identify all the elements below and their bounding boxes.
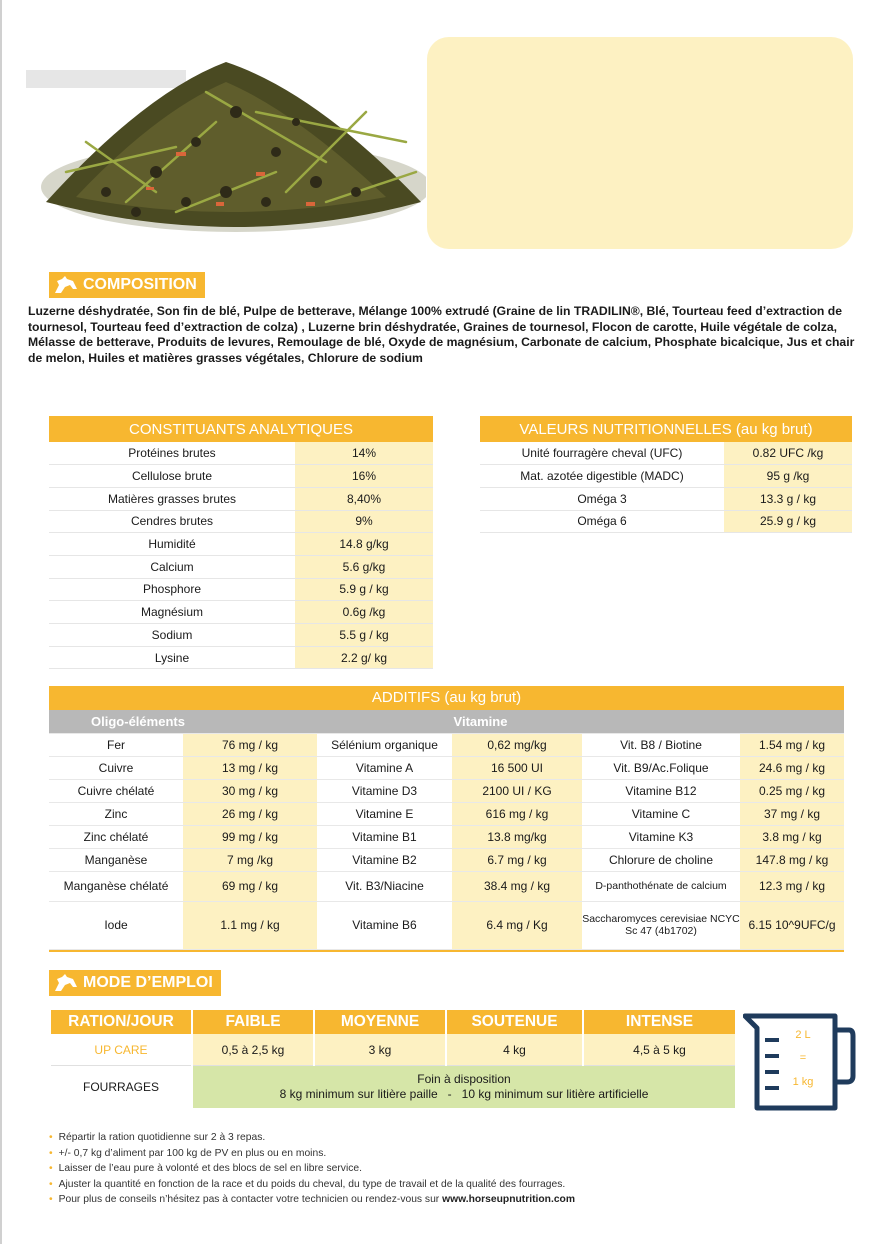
additif-value: 6.7 mg / kg <box>452 848 582 871</box>
constituant-label: Lysine <box>49 646 295 669</box>
additif-label: Vitamine B6 <box>317 901 452 949</box>
additif-label: Vitamine D3 <box>317 779 452 802</box>
additif-label: Zinc <box>49 802 183 825</box>
additif-value: 2100 UI / KG <box>452 779 582 802</box>
note-item: • Répartir la ration quotidienne sur 2 à 3 repas. <box>49 1132 266 1143</box>
valeur-label: Unité fourragère cheval (UFC) <box>480 442 724 465</box>
additif-label: Vitamine E <box>317 802 452 825</box>
valeur-value: 25.9 g / kg <box>724 510 852 533</box>
additif-label: Fer <box>49 733 183 756</box>
product-label: UP CARE <box>51 1034 191 1066</box>
additif-label: Saccharomyces cerevisiae NCYC Sc 47 (4b1702) <box>582 901 740 949</box>
constituant-row <box>49 555 433 578</box>
constituant-value: 14% <box>295 442 433 465</box>
additifs-table <box>49 710 844 950</box>
additif-row <box>49 901 844 949</box>
valeur-row <box>480 510 852 533</box>
constituant-value: 8,40% <box>295 487 433 510</box>
valeurs-title: VALEURS NUTRITIONNELLES (au kg brut) <box>480 416 852 442</box>
valeur-value: 13.3 g / kg <box>724 487 852 510</box>
additif-label: D-panthothénate de calcium <box>582 871 740 901</box>
jug-bottom-label: 1 kg <box>792 1076 814 1088</box>
ration-value: 0,5 à 2,5 kg <box>193 1034 313 1066</box>
constituant-value: 2.2 g/ kg <box>295 646 433 669</box>
additif-value: 147.8 mg / kg <box>740 848 844 871</box>
constituant-row <box>49 510 433 533</box>
additif-value: 6.15 10^9UFC/g <box>740 901 844 949</box>
product-info-box <box>427 37 853 249</box>
constituant-row <box>49 442 433 465</box>
constituant-label: Protéines brutes <box>49 442 295 465</box>
additifs-title: ADDITIFS (au kg brut) <box>49 686 844 710</box>
valeur-value: 0.82 UFC /kg <box>724 442 852 465</box>
feed-pellets-image <box>26 52 426 242</box>
constituant-row <box>49 624 433 647</box>
note-item: • Ajuster la quantité en fonction de la race et du poids du cheval, du type de travail et de la qualité des fourrages. <box>49 1178 566 1190</box>
additif-label: Iode <box>49 901 183 949</box>
fourrages-value: Foin à disposition 8 kg minimum sur litière paille - 10 kg minimum sur litière artificielle <box>193 1066 735 1108</box>
additif-label: Cuivre <box>49 756 183 779</box>
additif-row <box>49 779 844 802</box>
additif-value: 37 mg / kg <box>740 802 844 825</box>
additif-row <box>49 825 844 848</box>
composition-text: Luzerne déshydratée, Son fin de blé, Pulpe de betterave, Mélange 100% extrudé (Graine de lin TRADILIN®, Blé, Tourteau feed d’extraction de tournesol, Tourteau feed d’extraction de colza) , Luzerne brin déshydratée, Graines de tournesol, Flocon de carotte, Huile végétale de colza, Mélasse de betterave, Produits de levures, Remoulage de blé, Oxyde de magnésium, Carbonate de calcium, Phosphate bicalcique, Jus et chair de melon, Huiles et matières grasses végétales, Chlorure de sodium <box>28 304 855 365</box>
additif-label: Vitamine A <box>317 756 452 779</box>
additif-value: 1.54 mg / kg <box>740 733 844 756</box>
additif-value: 76 mg / kg <box>183 733 317 756</box>
additif-value: 6.4 mg / Kg <box>452 901 582 949</box>
additif-value: 0.25 mg / kg <box>740 779 844 802</box>
ration-header: FAIBLE <box>193 1010 313 1034</box>
ration-value: 4,5 à 5 kg <box>584 1034 735 1066</box>
additif-label: Vit. B3/Niacine <box>317 871 452 901</box>
additif-label: Manganèse chélaté <box>49 871 183 901</box>
horse-icon <box>53 973 79 993</box>
valeur-row <box>480 487 852 510</box>
note-item: • Laisser de l’eau pure à volonté et des blocs de sel en libre service. <box>49 1163 362 1174</box>
website-link[interactable]: www.horseupnutrition.com <box>442 1194 575 1205</box>
constituant-row <box>49 487 433 510</box>
constituant-row <box>49 533 433 556</box>
additif-label: Cuivre chélaté <box>49 779 183 802</box>
jug-equals: = <box>799 1052 807 1064</box>
valeur-label: Oméga 6 <box>480 510 724 533</box>
constituant-label: Magnésium <box>49 601 295 624</box>
ration-table <box>49 1010 737 1108</box>
constituant-row <box>49 578 433 601</box>
constituant-value: 5.9 g / kg <box>295 578 433 601</box>
ration-header: SOUTENUE <box>447 1010 582 1034</box>
additif-label: Vitamine K3 <box>582 825 740 848</box>
ration-section <box>49 1010 737 1108</box>
constituant-label: Humidité <box>49 533 295 556</box>
additif-label: Vitamine B12 <box>582 779 740 802</box>
additifs-section <box>49 686 844 952</box>
additif-label: Vitamine B2 <box>317 848 452 871</box>
additif-value: 3.8 mg / kg <box>740 825 844 848</box>
valeur-row <box>480 465 852 488</box>
constituant-label: Matières grasses brutes <box>49 487 295 510</box>
composition-title: COMPOSITION <box>83 276 197 293</box>
constituant-row <box>49 601 433 624</box>
constituants-title: CONSTITUANTS ANALYTIQUES <box>49 416 433 442</box>
additif-label: Chlorure de choline <box>582 848 740 871</box>
constituants-table <box>49 416 433 669</box>
ration-value: 3 kg <box>315 1034 445 1066</box>
additif-value: 13.8 mg/kg <box>452 825 582 848</box>
constituant-label: Cellulose brute <box>49 465 295 488</box>
valeur-label: Mat. azotée digestible (MADC) <box>480 465 724 488</box>
additif-row <box>49 756 844 779</box>
constituant-row <box>49 465 433 488</box>
vitamine-title: Vitamine <box>317 710 844 733</box>
additif-row <box>49 871 844 901</box>
additif-label: Vit. B9/Ac.Folique <box>582 756 740 779</box>
constituant-label: Sodium <box>49 624 295 647</box>
oligo-title: Oligo-éléments <box>49 710 317 733</box>
additif-label: Vitamine C <box>582 802 740 825</box>
horse-icon <box>53 275 79 295</box>
valeurs-table <box>480 416 852 533</box>
additif-value: 24.6 mg / kg <box>740 756 844 779</box>
additif-row <box>49 848 844 871</box>
ration-header: RATION/JOUR <box>51 1010 191 1034</box>
constituant-row <box>49 646 433 669</box>
mode-title: MODE D’EMPLOI <box>83 974 213 991</box>
additif-value: 99 mg / kg <box>183 825 317 848</box>
additif-label: Sélénium organique <box>317 733 452 756</box>
mode-header <box>49 970 221 996</box>
additif-value: 13 mg / kg <box>183 756 317 779</box>
ration-header: INTENSE <box>584 1010 735 1034</box>
additif-label: Manganèse <box>49 848 183 871</box>
jug-top-label: 2 L <box>795 1029 811 1041</box>
additif-value: 16 500 UI <box>452 756 582 779</box>
additif-label: Zinc chélaté <box>49 825 183 848</box>
composition-header <box>49 272 205 298</box>
additif-value: 69 mg / kg <box>183 871 317 901</box>
additif-value: 38.4 mg / kg <box>452 871 582 901</box>
constituant-value: 5.6 g/kg <box>295 555 433 578</box>
valeur-value: 95 g /kg <box>724 465 852 488</box>
valeur-label: Oméga 3 <box>480 487 724 510</box>
constituant-value: 9% <box>295 510 433 533</box>
contact-line: • Pour plus de conseils n’hésitez pas à contacter votre technicien ou rendez-vous sur www.horseupnutrition.com <box>49 1194 575 1205</box>
constituant-label: Phosphore <box>49 578 295 601</box>
constituant-label: Cendres brutes <box>49 510 295 533</box>
measuring-jug-icon <box>743 1010 857 1112</box>
constituant-value: 16% <box>295 465 433 488</box>
notes <box>49 1130 869 1208</box>
additif-label: Vitamine B1 <box>317 825 452 848</box>
additif-value: 12.3 mg / kg <box>740 871 844 901</box>
additif-value: 616 mg / kg <box>452 802 582 825</box>
additif-label: Vit. B8 / Biotine <box>582 733 740 756</box>
ration-header: MOYENNE <box>315 1010 445 1034</box>
constituant-value: 14.8 g/kg <box>295 533 433 556</box>
constituant-value: 0.6g /kg <box>295 601 433 624</box>
fourrages-label: FOURRAGES <box>82 1080 159 1094</box>
additif-value: 1.1 mg / kg <box>183 901 317 949</box>
additif-value: 30 mg / kg <box>183 779 317 802</box>
additif-row <box>49 802 844 825</box>
additif-row <box>49 733 844 756</box>
additif-value: 7 mg /kg <box>183 848 317 871</box>
additif-value: 26 mg / kg <box>183 802 317 825</box>
constituant-label: Calcium <box>49 555 295 578</box>
note-item: • +/- 0,7 kg d’aliment par 100 kg de PV en plus ou en moins. <box>49 1147 327 1159</box>
valeur-row <box>480 442 852 465</box>
constituant-value: 5.5 g / kg <box>295 624 433 647</box>
ration-value: 4 kg <box>447 1034 582 1066</box>
additif-value: 0,62 mg/kg <box>452 733 582 756</box>
